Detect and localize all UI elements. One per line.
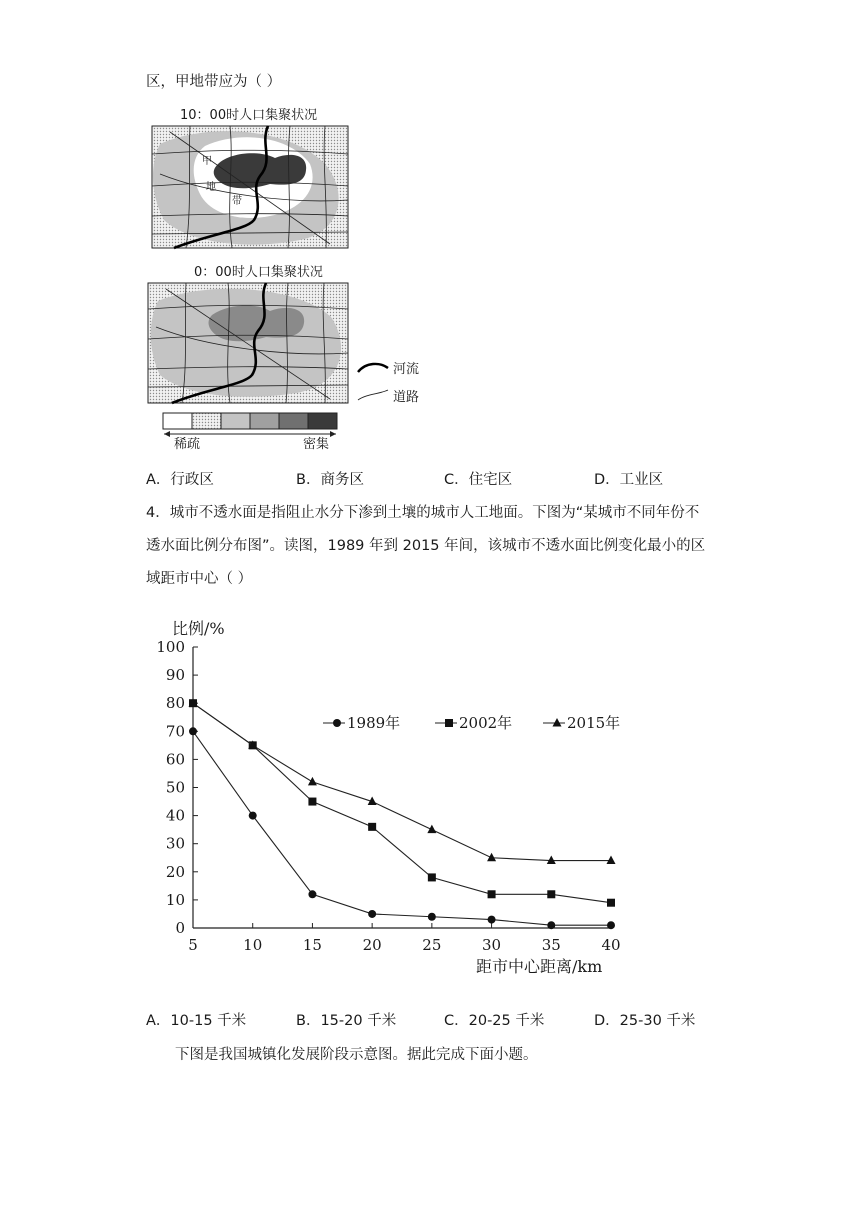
data-point-triangle xyxy=(427,825,436,834)
x-tick-label: 30 xyxy=(482,936,502,954)
legend-label: 1989年 xyxy=(347,714,401,732)
data-point-square xyxy=(368,823,376,831)
y-tick-label: 0 xyxy=(175,919,185,937)
data-point-triangle xyxy=(547,856,556,865)
series-line-triangle xyxy=(193,703,611,860)
x-tick-label: 25 xyxy=(422,936,442,954)
data-point-circle xyxy=(189,727,197,735)
y-tick-label: 60 xyxy=(165,750,185,769)
q4-option-c[interactable]: C．20-25 千米 xyxy=(444,1013,545,1029)
q3-option-a[interactable]: A．行政区 xyxy=(146,472,214,488)
data-point-circle xyxy=(249,812,257,820)
q4-option-a[interactable]: A．10-15 千米 xyxy=(146,1013,247,1029)
next-intro: 下图是我国城镇化发展阶段示意图。据此完成下面小题。 xyxy=(175,1047,538,1063)
legend-label: 2002年 xyxy=(459,714,513,732)
data-point-triangle xyxy=(487,853,496,862)
y-tick-label: 50 xyxy=(165,778,185,797)
data-point-square xyxy=(607,899,615,907)
y-tick-label: 30 xyxy=(165,834,185,853)
legend-item-triangle xyxy=(543,714,620,732)
data-point-triangle xyxy=(607,856,616,865)
q4-stem-line3: 域距市中心（ ） xyxy=(146,571,253,587)
q4-stem-line1: 4．城市不透水面是指阻止水分下渗到土壤的城市人工地面。下图为“某城市不同年份不 xyxy=(146,505,700,521)
legend-marker-circle xyxy=(333,719,341,727)
q3-option-d[interactable]: D．工业区 xyxy=(594,472,664,488)
zone-label-di: 地 xyxy=(206,182,216,193)
data-point-square xyxy=(428,873,436,881)
data-point-circle xyxy=(607,921,615,929)
legend-road-label: 道路 xyxy=(393,390,420,405)
q3-stem-tail: 区，甲地带应为（ ） xyxy=(146,74,282,90)
q3-option-c[interactable]: C．住宅区 xyxy=(444,472,513,488)
legend-item-square xyxy=(435,714,512,732)
data-point-circle xyxy=(547,921,555,929)
data-point-circle xyxy=(308,890,316,898)
legend-river-label: 河流 xyxy=(393,362,420,377)
map-bottom xyxy=(146,281,350,405)
x-tick-label: 40 xyxy=(601,936,621,954)
zone-label-dai: 带 xyxy=(232,196,242,207)
data-point-circle xyxy=(488,916,496,924)
series-circle xyxy=(189,727,615,929)
data-point-square xyxy=(308,798,316,806)
legend-marker-triangle xyxy=(553,718,562,727)
x-tick-label: 15 xyxy=(302,936,322,954)
legend-sparse-label: 稀疏 xyxy=(174,437,201,452)
y-tick-label: 40 xyxy=(165,806,185,825)
legend-label: 2015年 xyxy=(567,714,621,732)
y-tick-label: 90 xyxy=(165,666,185,685)
map-top-title: 10：00时人口集聚状况 xyxy=(180,108,318,123)
y-tick-label: 20 xyxy=(165,862,185,881)
x-tick-label: 35 xyxy=(541,936,561,954)
series-square xyxy=(189,699,615,907)
data-point-circle xyxy=(428,913,436,921)
y-tick-label: 100 xyxy=(156,638,185,656)
legend-road-symbol xyxy=(356,386,390,404)
y-axis-label: 比例/% xyxy=(172,619,225,638)
q4-stem-line2: 透水面比例分布图”。读图，1989 年到 2015 年间，该城市不透水面比例变化最小的区 xyxy=(146,538,706,554)
q3-option-b[interactable]: B．商务区 xyxy=(296,472,364,488)
map-top xyxy=(150,124,350,250)
legend-dense-label: 密集 xyxy=(303,437,330,452)
series-line-square xyxy=(193,703,611,903)
q4-option-d[interactable]: D．25-30 千米 xyxy=(594,1013,696,1029)
zone-label-jia: 甲 xyxy=(202,156,212,167)
x-axis-label: 距市中心距离/km xyxy=(476,957,603,976)
x-tick-label: 10 xyxy=(243,936,263,954)
impervious-chart xyxy=(140,612,660,984)
y-tick-label: 10 xyxy=(165,890,185,909)
legend-river-symbol xyxy=(356,358,390,376)
data-point-square xyxy=(547,890,555,898)
map-bottom-title: 0：00时人口集聚状况 xyxy=(194,265,323,280)
legend-marker-square xyxy=(445,719,453,727)
data-point-circle xyxy=(368,910,376,918)
data-point-square xyxy=(488,890,496,898)
y-tick-label: 80 xyxy=(165,694,185,713)
x-tick-label: 20 xyxy=(362,936,382,954)
y-tick-label: 70 xyxy=(165,722,185,741)
x-tick-label: 5 xyxy=(188,936,198,954)
data-point-triangle xyxy=(308,777,317,786)
q4-option-b[interactable]: B．15-20 千米 xyxy=(296,1013,397,1029)
legend-item-circle xyxy=(323,714,400,732)
density-scale xyxy=(162,412,338,432)
